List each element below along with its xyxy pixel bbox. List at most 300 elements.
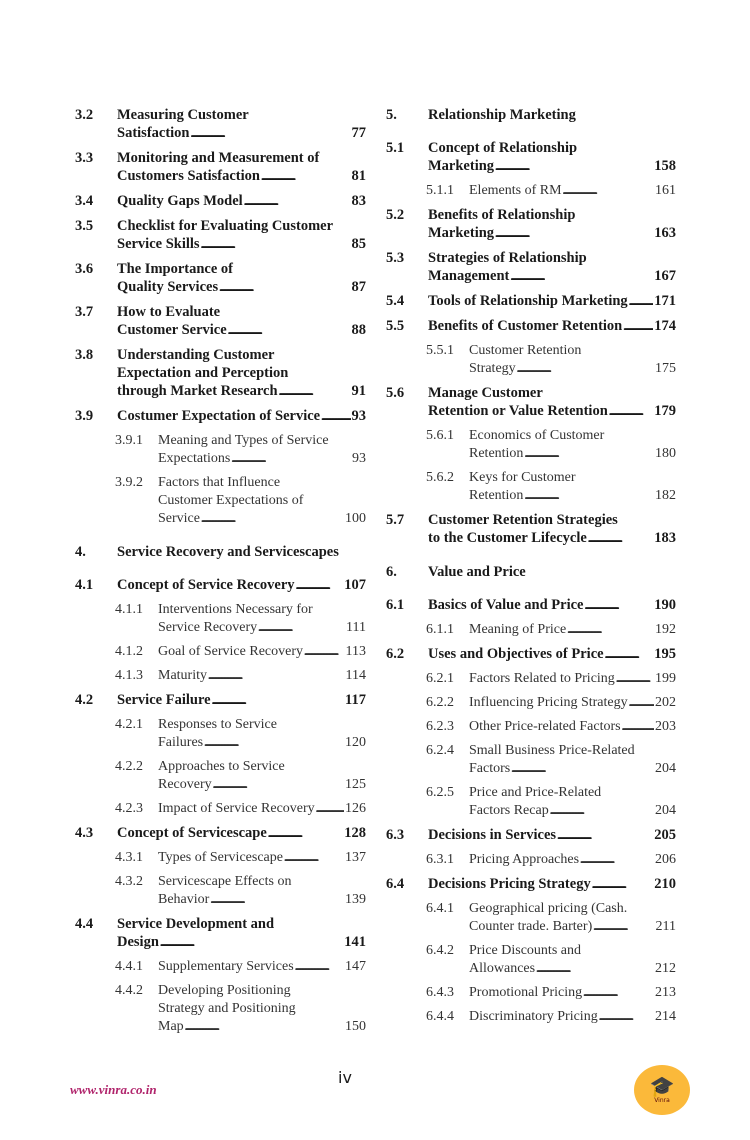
title-line-with-page [469,360,676,378]
dot-leader [212,691,344,710]
page-ref: 213 [655,985,676,1000]
title-line: Geographical pricing (Cash. [469,901,628,916]
toc-subsection-entry[interactable] [75,643,366,661]
title-line: Costumer Expectation of Service [117,408,321,424]
dot-leader [495,157,653,176]
dot-leader [605,645,654,664]
title-line: Factors [469,761,511,776]
section-number: 3.9 [75,408,94,424]
title-line: Impact of Service Recovery [158,801,315,816]
page-ref: 175 [655,361,676,376]
title-line: Benefits of Customer Retention [428,318,623,334]
title-line: Developing Positioning [158,983,291,998]
dot-leader [557,826,653,845]
page-ref: 150 [345,1019,366,1034]
section-number: 3.4 [75,193,94,209]
section-number: 5.3 [386,250,405,266]
section-title [469,182,676,200]
title-line: Monitoring and Measurement of [117,150,320,166]
toc-section-entry[interactable] [386,645,676,664]
page-ref: 179 [654,403,676,419]
dot-leader [191,124,351,143]
title-line: Approaches to Service [158,759,285,774]
section-title [158,601,366,637]
toc-subsection-entry[interactable] [75,873,366,909]
section-number: 6.1 [386,597,405,613]
title-line: Measuring Customer [117,107,249,123]
toc-section-entry[interactable] [75,576,366,595]
title-line-with-page [469,694,676,712]
toc-section-entry[interactable] [386,139,676,176]
toc-section-entry[interactable] [75,303,366,340]
section-number: 6.2.1 [426,671,454,686]
title-line-with-page [428,317,676,336]
title-line: Discriminatory Pricing [469,1009,598,1024]
title-line-with-page [469,802,676,820]
toc-subsection-entry[interactable] [386,427,676,463]
title-line-with-page [469,851,676,869]
title-line: Customer Expectations of [158,493,304,508]
title-line: Marketing [428,225,495,241]
page-ref: 204 [655,761,676,776]
title-line: Price Discounts and [469,943,581,958]
dot-leader [160,933,343,952]
chapter-title: Service Recovery and Servicescapes [117,544,339,560]
title-line-with-page [117,691,366,710]
title-line: Concept of Relationship [428,140,578,156]
toc-section-entry[interactable] [75,407,366,426]
section-title [469,427,676,463]
page-ref: 111 [346,620,366,635]
toc-subsection-entry[interactable] [75,982,366,1036]
page-ref: 211 [655,919,676,934]
title-line-with-page [117,167,366,186]
title-line: Economics of Customer [469,428,605,443]
section-title [469,342,676,378]
title-line-with-page [158,643,366,661]
dot-leader [261,167,351,186]
section-number: 4.2.3 [115,801,143,816]
title-line-with-page [158,800,366,818]
title-line: Retention [469,446,524,461]
section-title [117,192,366,211]
title-line: Keys for Customer [469,470,576,485]
dot-leader [304,643,345,661]
dot-leader [295,958,344,976]
toc-section-entry[interactable] [386,596,676,615]
title-line-with-page [117,576,366,595]
section-number: 4.1.3 [115,668,143,683]
title-line-with-page [117,407,366,426]
section-number: 6.1.1 [426,622,454,637]
dot-leader [495,224,653,243]
title-line: Uses and Objectives of Price [428,646,604,662]
page-ref: 85 [351,236,366,252]
page-ref: 77 [351,125,366,141]
section-title [428,139,676,176]
title-line-with-page [158,958,366,976]
title-line: Allowances [469,961,536,976]
toc-section-entry[interactable] [386,249,676,286]
page-ref: 114 [345,668,366,683]
section-title [469,900,676,936]
section-title [469,942,676,978]
section-number: 6.2.2 [426,695,454,710]
page-ref: 147 [345,959,366,974]
section-number: 5.6.1 [426,428,454,443]
title-line-with-page [428,529,676,548]
title-line: Types of Servicescape [158,850,283,865]
section-number: 3.6 [75,261,94,277]
title-line: to the Customer Lifecycle [428,530,587,546]
page-ref: 126 [345,801,366,816]
toc-section-entry[interactable] [75,691,366,710]
title-line: Small Business Price-Related [469,743,635,758]
section-number: 4.4.2 [115,983,143,998]
dot-leader [228,321,351,340]
title-line-with-page [469,487,676,505]
toc-section-entry[interactable] [386,384,676,421]
dot-leader [583,984,654,1002]
dot-leader [201,235,351,254]
section-title [469,784,676,820]
page-ref: 158 [654,158,676,174]
chapter-number: 4. [75,544,86,560]
toc-subsection-entry[interactable] [386,718,676,736]
dot-leader [616,670,654,688]
toc-section-entry[interactable] [75,106,366,143]
title-line: Strategy [469,361,516,376]
page-ref: 93 [351,408,366,424]
dot-leader [185,1018,344,1036]
section-title [469,851,676,869]
section-title [158,982,366,1036]
section-number: 4.3.2 [115,874,143,889]
title-line: Responses to Service [158,717,277,732]
site-url-link[interactable]: www.vinra.co.in [70,1082,157,1097]
section-number: 6.3 [386,827,405,843]
toc-section-entry[interactable] [386,206,676,243]
section-title [158,667,366,685]
section-number: 3.9.2 [115,475,143,490]
title-line-with-page [428,826,676,845]
page-ref: 212 [655,961,676,976]
dot-leader [623,317,653,336]
title-line: How to Evaluate [117,304,221,320]
section-title [158,958,366,976]
title-line-with-page [428,224,676,243]
toc-subsection-entry[interactable] [386,984,676,1002]
toc-subsection-entry[interactable] [75,800,366,818]
toc-subsection-entry[interactable] [75,667,366,685]
toc-left-column [75,106,366,1042]
title-line-with-page [469,1008,676,1026]
title-line-with-page [117,382,366,401]
dot-leader [622,718,654,736]
dot-leader [629,694,654,712]
page-ref: 83 [351,193,366,209]
page-ref: 93 [352,451,366,466]
dot-leader [588,529,653,548]
section-title [158,873,366,909]
title-line: Marketing [428,158,495,174]
dot-leader [550,802,654,820]
title-line: Benefits of Relationship [428,207,576,223]
page-number: iv [338,1068,352,1087]
title-line-with-page [158,1018,366,1036]
dot-leader [524,487,654,505]
toc-subsection-entry[interactable] [75,758,366,794]
toc-section-entry[interactable] [386,317,676,336]
dot-leader [284,849,344,867]
toc-subsection-entry[interactable] [75,849,366,867]
dot-leader [510,267,653,286]
toc-subsection-entry[interactable] [75,958,366,976]
title-line-with-page [158,450,366,468]
toc-subsection-entry[interactable] [75,474,366,528]
section-number: 5.1.1 [426,183,454,198]
section-number: 3.5 [75,218,94,234]
toc-subsection-entry[interactable] [386,670,676,688]
section-number: 4.1 [75,577,94,593]
page-ref: 91 [351,383,366,399]
section-number: 3.2 [75,107,94,123]
section-number: 6.2 [386,646,405,662]
section-title [158,849,366,867]
toc-section-entry[interactable] [75,346,366,401]
toc-section-entry[interactable] [75,824,366,843]
title-line: Quality Services [117,279,219,295]
dot-leader [321,407,350,426]
title-line-with-page [428,596,676,615]
dot-leader [524,445,654,463]
toc-subsection-entry[interactable] [386,942,676,978]
toc-section-entry[interactable] [75,217,366,254]
section-title [117,576,366,595]
dot-leader [201,510,344,528]
title-line: Customer Retention Strategies [428,512,618,528]
title-line-with-page [428,267,676,286]
toc-subsection-entry[interactable] [386,342,676,378]
section-title [428,249,676,286]
section-title [469,670,676,688]
toc-subsection-entry[interactable] [75,716,366,752]
toc-section-entry[interactable] [75,192,366,211]
page-ref: 163 [654,225,676,241]
toc-section-entry[interactable] [75,915,366,952]
toc-subsection-entry[interactable] [386,694,676,712]
section-title [158,474,366,528]
dot-leader [592,875,654,894]
section-number: 6.2.4 [426,743,454,758]
dot-leader [296,576,344,595]
title-line: Maturity [158,668,207,683]
title-line-with-page [158,619,366,637]
title-line-with-page [469,918,676,936]
toc-subsection-entry[interactable] [386,469,676,505]
title-line-with-page [469,670,676,688]
toc-section-entry[interactable] [386,511,676,548]
toc-subsection-entry[interactable] [386,851,676,869]
section-number: 6.2.3 [426,719,454,734]
section-title [428,317,676,336]
title-line: Price and Price-Related [469,785,602,800]
title-line-with-page [428,645,676,664]
page-ref: 190 [654,597,676,613]
title-line: Service Failure [117,692,211,708]
page-ref: 204 [655,803,676,818]
title-line-with-page [158,667,366,685]
section-title [117,149,366,186]
section-title [428,596,676,615]
title-line: Servicescape Effects on [158,874,292,889]
dot-leader [204,734,344,752]
dot-leader [511,760,654,778]
toc-section-entry[interactable] [386,826,676,845]
title-line: Customers Satisfaction [117,168,260,184]
section-number: 3.7 [75,304,94,320]
page-ref: 81 [351,168,366,184]
dot-leader [629,292,654,311]
page-ref: 195 [654,646,676,662]
dot-leader [599,1008,654,1026]
title-line-with-page [428,875,676,894]
section-number: 4.4.1 [115,959,143,974]
section-title [158,432,366,468]
title-line-with-page [469,182,676,200]
section-title [428,875,676,894]
title-line: Expectations [158,451,231,466]
title-line-with-page [117,824,366,843]
page-ref: 167 [654,268,676,284]
section-title [117,346,366,401]
title-line: The Importance of [117,261,233,277]
title-line: Management [428,268,510,284]
graduation-cap-icon: 🎓 [649,1075,675,1098]
section-title [158,758,366,794]
section-title [117,303,366,340]
title-line: through Market Research [117,383,278,399]
section-number: 4.1.1 [115,602,143,617]
title-line: Pricing Approaches [469,852,580,867]
vinra-logo [634,1065,690,1115]
toc-subsection-entry[interactable] [386,784,676,820]
page-ref: 87 [351,279,366,295]
toc-subsection-entry[interactable] [386,1008,676,1026]
toc-section-entry[interactable] [386,292,676,311]
section-number: 5.2 [386,207,405,223]
title-line: Understanding Customer [117,347,275,363]
page-ref: 203 [655,719,676,734]
title-line: Map [158,1019,184,1034]
title-line: Customer Service [117,322,227,338]
title-line: Service Recovery [158,620,258,635]
page-ref: 125 [345,777,366,792]
title-line: Retention [469,488,524,503]
title-line-with-page [469,621,676,639]
toc-section-entry[interactable] [386,875,676,894]
dot-leader [213,776,344,794]
title-line-with-page [469,984,676,1002]
title-line: Expectation and Perception [117,365,289,381]
section-number: 3.3 [75,150,94,166]
section-number: 6.4 [386,876,405,892]
page-ref: 192 [655,622,676,637]
dot-leader [316,800,344,818]
title-line: Goal of Service Recovery [158,644,303,659]
title-line: Concept of Service Recovery [117,577,295,593]
page-ref: 137 [345,850,366,865]
section-title [469,621,676,639]
page-ref: 161 [655,183,676,198]
toc-section-entry[interactable] [75,149,366,186]
section-number: 5.5 [386,318,405,334]
section-number: 5.6 [386,385,405,401]
page-ref: 171 [654,293,676,309]
section-number: 6.4.4 [426,1009,454,1024]
section-title [117,691,366,710]
title-line-with-page [158,510,366,528]
title-line-with-page [469,760,676,778]
title-line-with-page [158,849,366,867]
title-line-with-page [158,776,366,794]
title-line: Other Price-related Factors [469,719,621,734]
title-line: Basics of Value and Price [428,597,584,613]
title-line: Interventions Necessary for [158,602,313,617]
section-number: 5.7 [386,512,405,528]
toc-subsection-entry[interactable] [386,621,676,639]
section-title [117,106,366,143]
dot-leader [210,891,344,909]
title-line-with-page [428,402,676,421]
section-title [117,407,366,426]
title-line: Counter trade. Barter) [469,919,593,934]
title-line: Strategy and Positioning [158,1001,296,1016]
section-title [117,217,366,254]
page-ref: 128 [344,825,366,841]
toc-subsection-entry[interactable] [386,742,676,778]
page-ref: 139 [345,892,366,907]
page-ref: 210 [654,876,676,892]
section-title [117,260,366,297]
page-ref: 202 [655,695,676,710]
dot-leader [258,619,345,637]
chapter-number: 5. [386,107,397,123]
section-title [428,511,676,548]
section-number: 3.9.1 [115,433,143,448]
toc-subsection-entry[interactable] [75,601,366,637]
title-line: Quality Gaps Model [117,193,243,209]
dot-leader [536,960,654,978]
title-line-with-page [117,235,366,254]
page-ref: 113 [345,644,366,659]
page-ref: 206 [655,852,676,867]
toc-subsection-entry[interactable] [75,432,366,468]
page-ref: 214 [655,1009,676,1024]
section-title [469,1008,676,1026]
page-ref: 182 [655,488,676,503]
toc-subsection-entry[interactable] [386,900,676,936]
title-line-with-page [117,124,366,143]
section-number: 4.3 [75,825,94,841]
dot-leader [231,450,351,468]
title-line: Service [158,511,200,526]
section-number: 6.4.2 [426,943,454,958]
title-line: Customer Retention [469,343,582,358]
toc-subsection-entry[interactable] [386,182,676,200]
toc-section-entry[interactable] [75,260,366,297]
dot-leader [517,360,654,378]
